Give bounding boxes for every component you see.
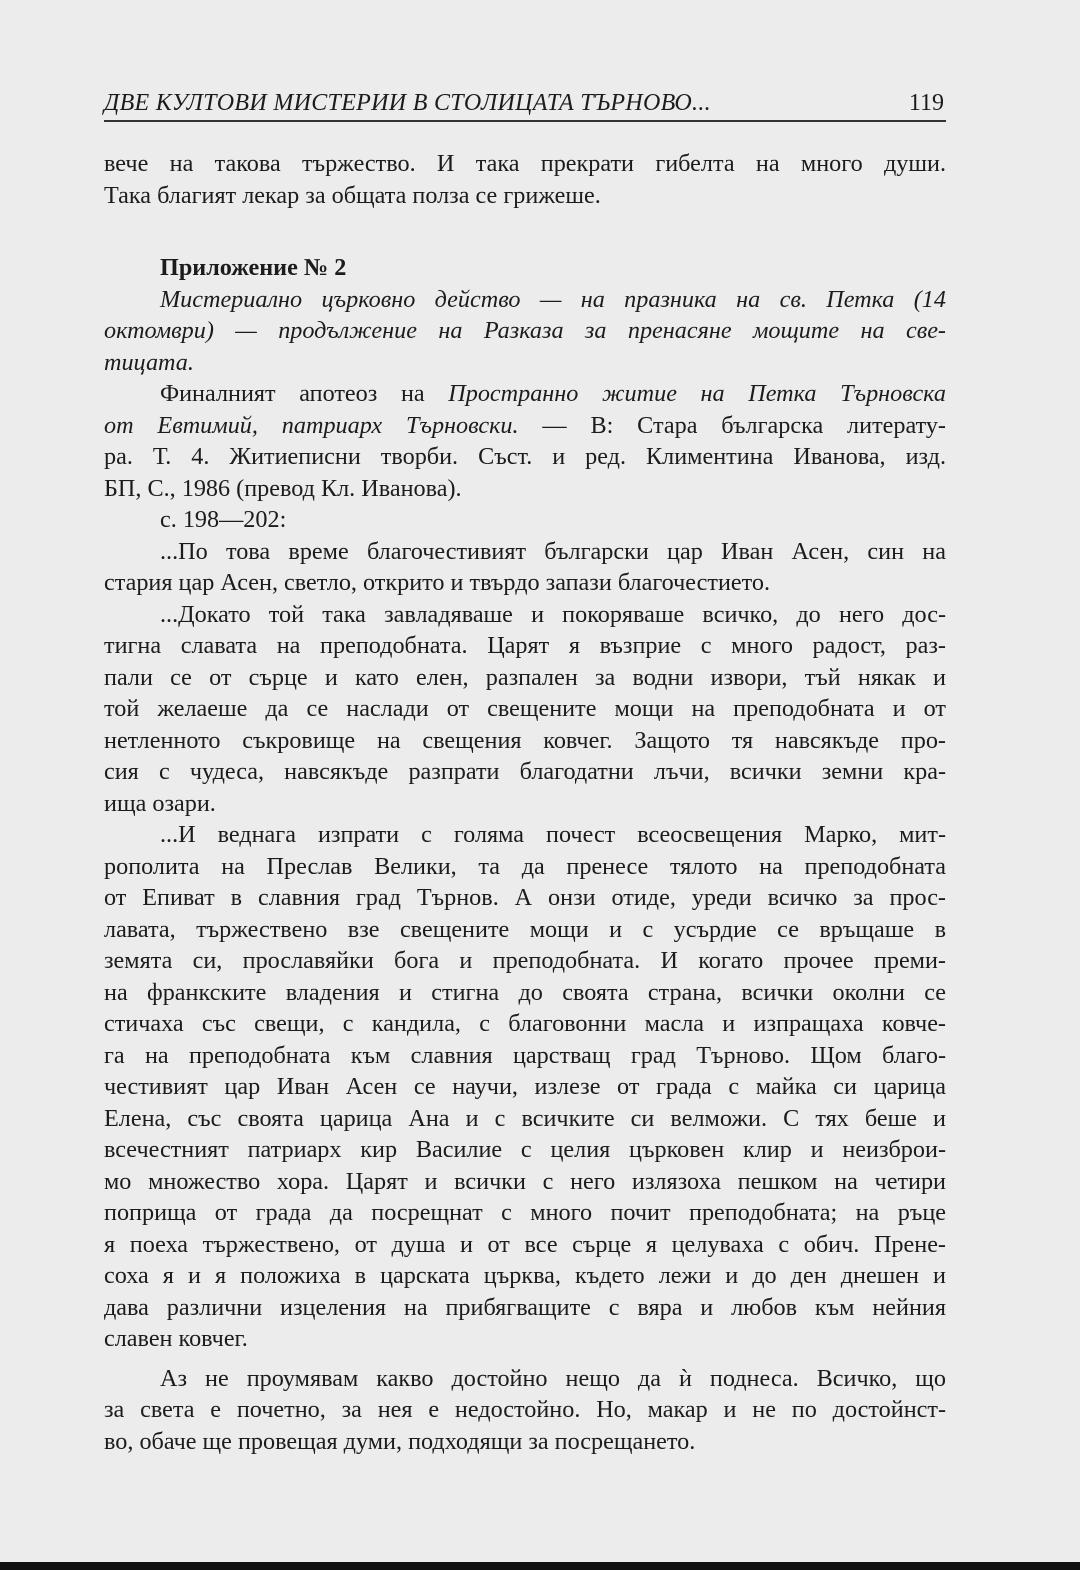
quote-line: Елена, със своята царица Ана и с всичките си велможи. С тях беше и: [104, 1104, 946, 1132]
quote-line: той желаеше да се наслади от свещените мощи на преподобната и от: [104, 695, 946, 722]
quote-line: ...Докато той така завладяваше и покоряваше всичко, до него дос-: [160, 600, 946, 628]
source-pages: с. 198—202:: [160, 506, 287, 533]
quote-line: Аз не проумявам какво достойно нещо да ѝ поднеса. Всичко, що: [160, 1364, 946, 1392]
quote-line: во, обаче ще провещая думи, подходящи за посрещането.: [104, 1427, 696, 1455]
appendix-subtitle-line: октомври) — продължение на Разказа за пренасяне мощите на све-: [104, 317, 946, 344]
quote-line: мо множество хора. Царят и всички с него излязоха пешком на четири: [104, 1167, 946, 1195]
scan-bottom-edge: [0, 1562, 1080, 1570]
quote-line: за света е почетно, за нея е недостойно. Но, макар и не по достойнст-: [104, 1396, 946, 1423]
source-citation-line: [104, 378, 946, 410]
quote-line: га на преподобната към славния царстващ град Търново. Щом благо-: [104, 1041, 946, 1069]
quote-line: от Епиват в славния град Търнов. А онзи отиде, уреди всичко за прос-: [104, 884, 946, 911]
running-header: [104, 90, 946, 122]
running-title: ДВЕ КУЛТОВИ МИСТЕРИИ В СТОЛИЦАТА ТЪРНОВО...: [104, 90, 711, 116]
quote-line: поприща от града да посрещнат с много почит преподобната; на ръце: [104, 1199, 946, 1226]
quote-line: стария цар Асен, светло, открито и твърдо запази благочестието.: [104, 569, 771, 596]
text-line: вече на такова тържество. И така прекрати гибелта на много души.: [104, 150, 946, 177]
quote-line: лавата, тържествено взе свещените мощи и с усърдие се връщаше в: [104, 915, 946, 943]
source-citation-line: ра. Т. 4. Житиеписни творби. Съст. и ред. Климентина Иванова, изд.: [104, 443, 946, 470]
quote-line: земята си, прославяйки бога и преподобната. И когато прочее преми-: [104, 947, 946, 974]
appendix-subtitle-line: тицата.: [104, 348, 194, 376]
page-number: 119: [908, 90, 944, 116]
quote-line: соха я и я положиха в царската църква, където лежи и до ден днешен и: [104, 1262, 946, 1289]
source-citation-line: [104, 410, 946, 442]
quote-line: ...И веднага изпрати с голяма почест всеосвещения Марко, мит-: [160, 821, 946, 848]
text-line: Така благият лекар за общата полза се грижеше.: [104, 181, 601, 209]
quote-line: сия с чудеса, навсякъде разпрати благодатни лъчи, всички земни кра-: [104, 758, 946, 785]
paragraph-gap: [104, 1355, 946, 1363]
section-spacer: [104, 211, 946, 252]
quote-line: честивият цар Иван Асен се научи, излезе от града с майка си царица: [104, 1073, 946, 1100]
quote-line: нетленното съкровище на свещения ковчег. Защото тя навсякъде про-: [104, 726, 946, 754]
quote-line: рополита на Преслав Велики, та да пренесе тялото на преподобната: [104, 852, 946, 880]
quote-line: я поеха тържествено, от душа и от все сърце я целуваха с обич. Пренe-: [104, 1230, 946, 1258]
source-lead: Финалният апотеоз на: [160, 380, 449, 407]
quote-line: дава различни изцеления на прибягващите с вяра и любов към нейния: [104, 1293, 946, 1321]
quote-line: тигна славата на преподобната. Царят я възприе с много радост, раз-: [104, 632, 946, 659]
source-citation-line: БП, С., 1986 (превод Кл. Иванова).: [104, 474, 462, 502]
quote-line: всечестният патриарх кир Василие с целия църковен клир и неизброи-: [104, 1136, 946, 1163]
quote-line: ...По това време благочестивият български цар Иван Асен, син на: [160, 537, 946, 565]
quote-line: ища озари.: [104, 789, 216, 817]
quote-line: пали се от сърце и като елен, разпален за водни извори, тъй някак и: [104, 663, 946, 691]
source-work-title: Пространно житие на Петка Търновска: [448, 380, 946, 407]
appendix-heading: Приложение № 2: [160, 254, 347, 281]
source-publication: — В: Стара българска литерату-: [518, 411, 946, 439]
quote-line: стичаха със свещи, с кандила, с благовонни масла и изпращаха ковче-: [104, 1010, 946, 1037]
quote-line: на франкските владения и стигна до своята страна, всички околни се: [104, 978, 946, 1006]
page-body: [104, 148, 946, 1457]
appendix-subtitle-line: Мистериално църковно действо — на празника на св. Петка (14: [160, 285, 946, 313]
source-author: от Евтимий, патриарх Търновски.: [104, 411, 519, 439]
quote-line: славен ковчег.: [104, 1325, 248, 1352]
